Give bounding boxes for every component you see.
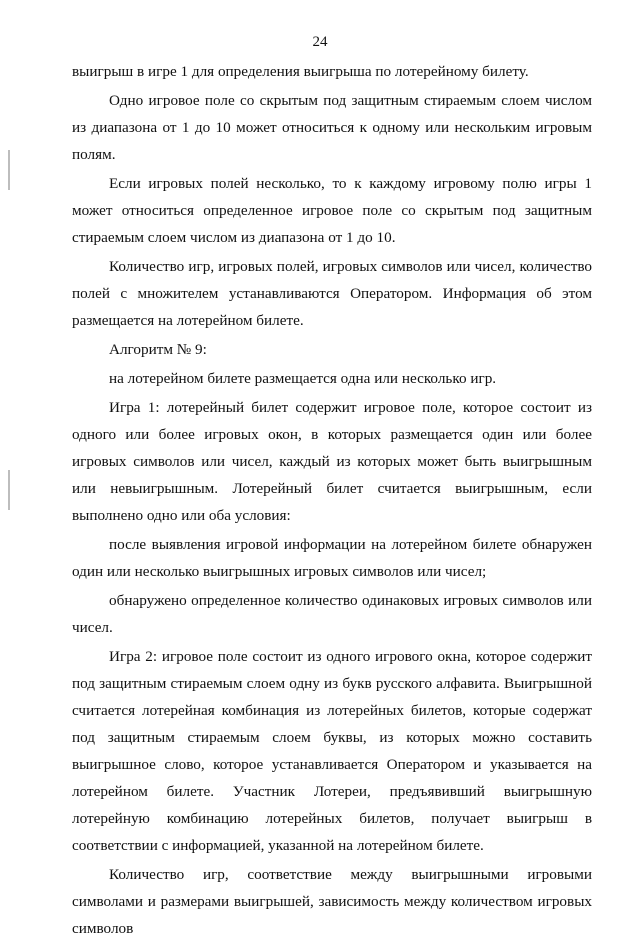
paragraph: Одно игровое поле со скрытым под защитным стираемым слоем числом из диапазона от 1 до 10 может относиться к одному или нескольким игровым полям. — [72, 92, 592, 163]
scan-edge-mark — [8, 150, 10, 190]
paragraph: на лотерейном билете размещается одна или несколько игр. — [109, 370, 497, 387]
paragraph: Игра 2: игровое поле состоит из одного игрового окна, которое содержит под защитным стираемым слоем одну из букв русского алфавита. Выигрышной считается лотерейная комбинация из лотерейных билетов, которые содержат под защитным стираемым слоем буквы, из которых можно составить выигрышное слово, которое устанавливается Оператором и указывается на лотерейном билете. Участник Лотереи, предъявивший выигрышную лотерейную комбинацию лотерейных билетов, получает выигрыш в соответствии с информацией, указанной на лотерейном билете. — [72, 648, 592, 854]
paragraph: Если игровых полей несколько, то к каждому игровому полю игры 1 может относиться определенное игровое поле со скрытым под защитным стираемым слоем числом из диапазона от 1 до 10. — [72, 175, 592, 246]
paragraph: обнаружено определенное количество одинаковых игровых символов или чисел. — [72, 592, 592, 636]
paragraph: выигрыш в игре 1 для определения выигрыша по лотерейному билету. — [72, 63, 529, 80]
paragraph: после выявления игровой информации на лотерейном билете обнаружен один или несколько выигрышных игровых символов или чисел; — [72, 536, 592, 580]
document-body — [72, 58, 592, 942]
paragraph: Количество игр, игровых полей, игровых символов или чисел, количество полей с множителем устанавливаются Оператором. Информация об этом размещается на лотерейном билете. — [72, 258, 592, 329]
paragraph: Игра 1: лотерейный билет содержит игровое поле, которое состоит из одного или более игровых окон, в которых размещается один или более игровых символов или чисел, каждый из которых может быть выигрышным или невыигрышным. Лотерейный билет считается выигрышным, если выполнено одно или оба условия: — [72, 399, 592, 524]
page-number: 24 — [312, 34, 328, 50]
scan-edge-mark — [8, 470, 10, 510]
algorithm-heading: Алгоритм № 9: — [109, 341, 207, 358]
paragraph: Количество игр, соответствие между выигрышными игровыми символами и размерами выигрышей, зависимость между количеством игровых символов — [72, 866, 592, 937]
